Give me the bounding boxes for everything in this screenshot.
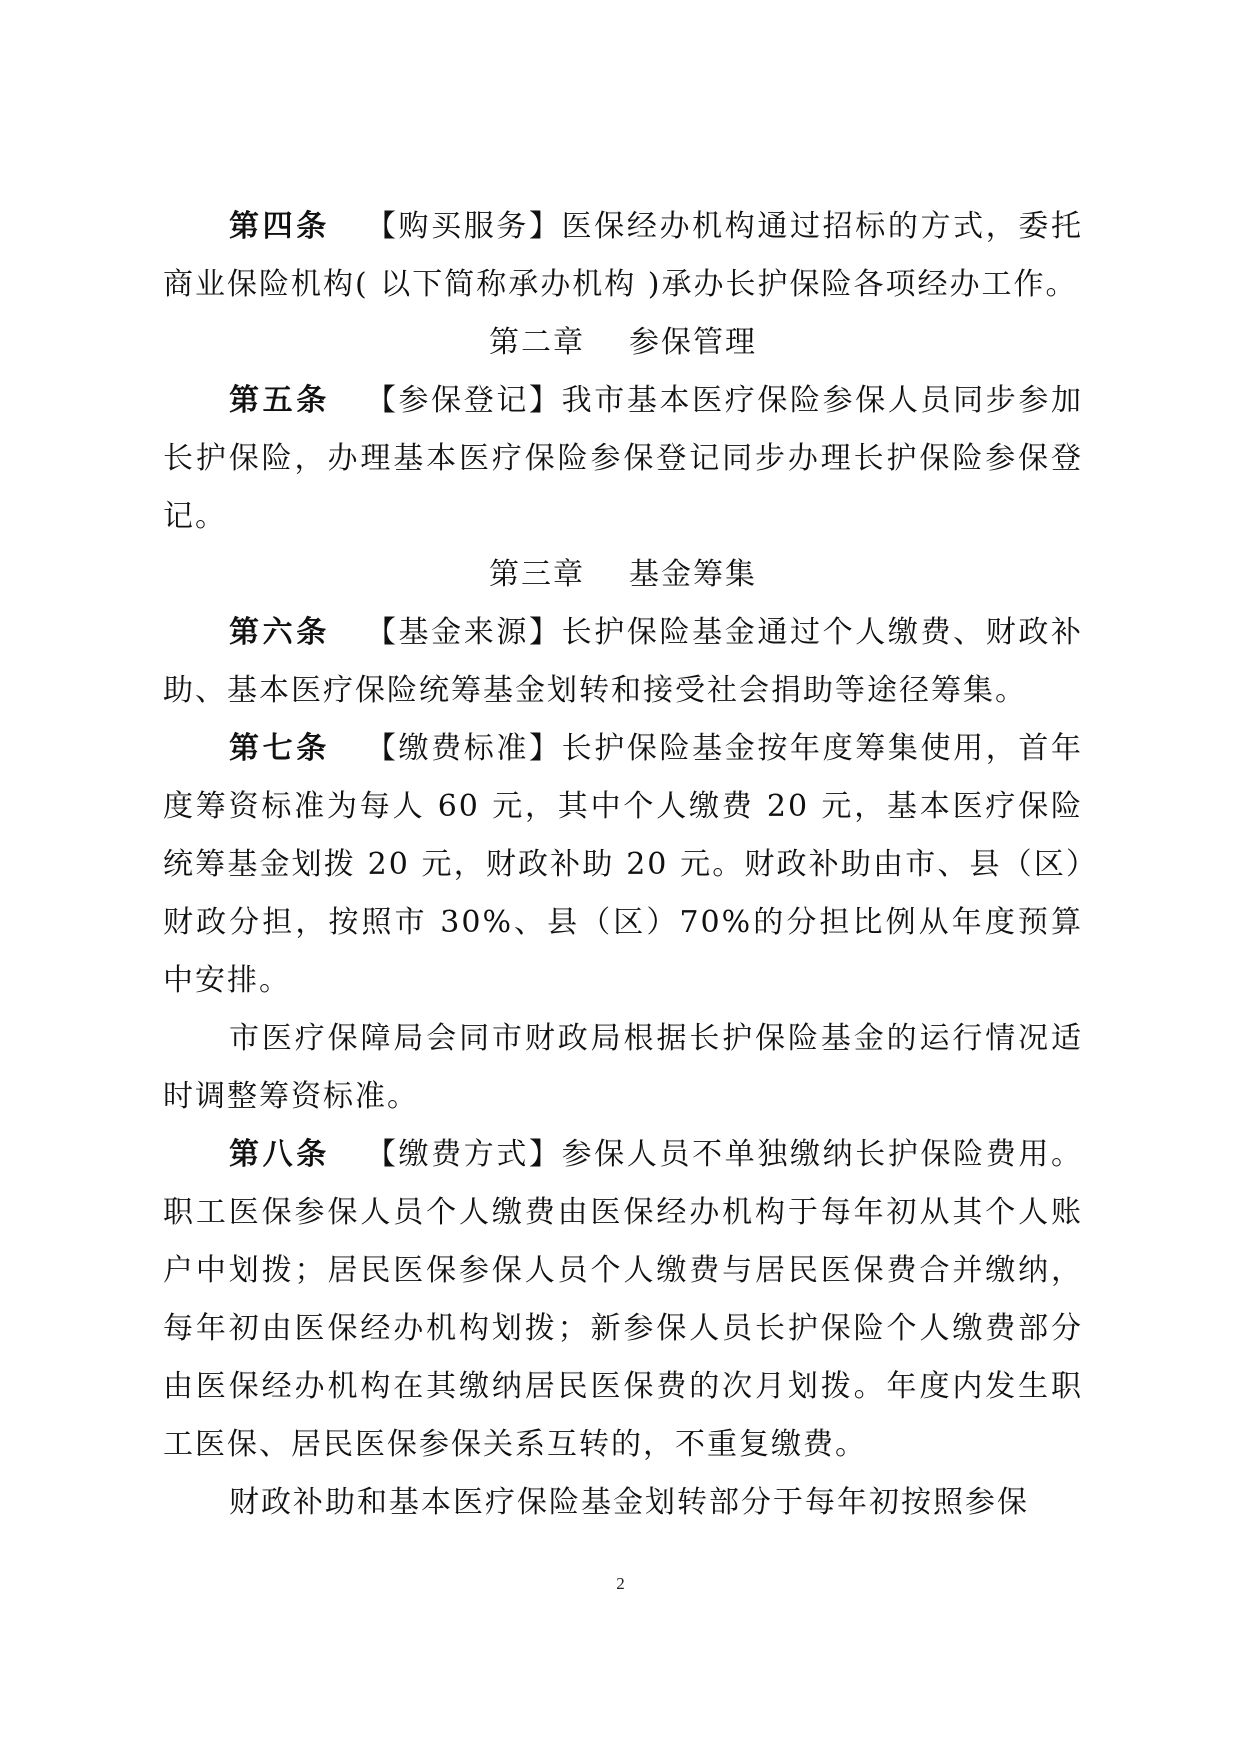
chapter-2-name: 参保管理 — [629, 325, 757, 360]
article-8-paragraph-2: 财政补助和基本医疗保险基金划转部分于每年初按照参保 — [229, 1485, 1029, 1520]
article-7-body: 长护保险基金按年度筹集使用，首年度筹资标准为每人 60 元，其中个人缴费 20 元，基本医疗保险统筹基金划拨 20 元，财政补助 20 元。财政补助由市、县（区）财政分担，按照市 30%、县（区）70%的分担比例从年度预算中安排。 — [163, 731, 1083, 998]
article-4 — [163, 198, 1083, 314]
article-4-title: 第四条 — [229, 209, 330, 244]
article-5 — [163, 372, 1083, 546]
document-body — [163, 198, 1083, 1532]
article-5-title: 第五条 — [229, 383, 330, 418]
chapter-3-name: 基金筹集 — [629, 557, 757, 592]
article-7-title: 第七条 — [229, 731, 330, 766]
article-5-body: 我市基本医疗保险参保人员同步参加长护保险，办理基本医疗保险参保登记同步办理长护保险参保登记。 — [163, 383, 1083, 534]
chapter-2-heading — [163, 314, 1083, 372]
article-6-tag: 【基金来源】 — [365, 615, 562, 650]
article-6 — [163, 604, 1083, 720]
article-6-title: 第六条 — [229, 615, 330, 650]
chapter-3-heading — [163, 546, 1083, 604]
article-7 — [163, 720, 1083, 1010]
article-8 — [163, 1126, 1083, 1474]
article-7-paragraph-2: 市医疗保障局会同市财政局根据长护保险基金的运行情况适时调整筹资标准。 — [163, 1021, 1083, 1114]
page-number: 2 — [616, 1574, 625, 1593]
article-8-tag: 【缴费方式】 — [365, 1137, 562, 1172]
article-8-body: 参保人员不单独缴纳长护保险费用。职工医保参保人员个人缴费由医保经办机构于每年初从其个人账户中划拨；居民医保参保人员个人缴费与居民医保费合并缴纳，每年初由医保经办机构划拨；新参保人员长护保险个人缴费部分由医保经办机构在其缴纳居民医保费的次月划拨。年度内发生职工医保、居民医保参保关系互转的，不重复缴费。 — [163, 1137, 1083, 1462]
article-6-body: 长护保险基金通过个人缴费、财政补助、基本医疗保险统筹基金划转和接受社会捐助等途径筹集。 — [163, 615, 1083, 708]
article-4-body: 医保经办机构通过招标的方式，委托商业保险机构( 以下简称承办机构 )承办长护保险各项经办工作。 — [163, 209, 1083, 302]
chapter-2-number: 第二章 — [489, 325, 585, 360]
article-8-title: 第八条 — [229, 1137, 330, 1172]
article-7-tag: 【缴费标准】 — [365, 731, 562, 766]
article-5-tag: 【参保登记】 — [365, 383, 562, 418]
chapter-3-number: 第三章 — [489, 557, 585, 592]
article-4-tag: 【购买服务】 — [365, 209, 562, 244]
